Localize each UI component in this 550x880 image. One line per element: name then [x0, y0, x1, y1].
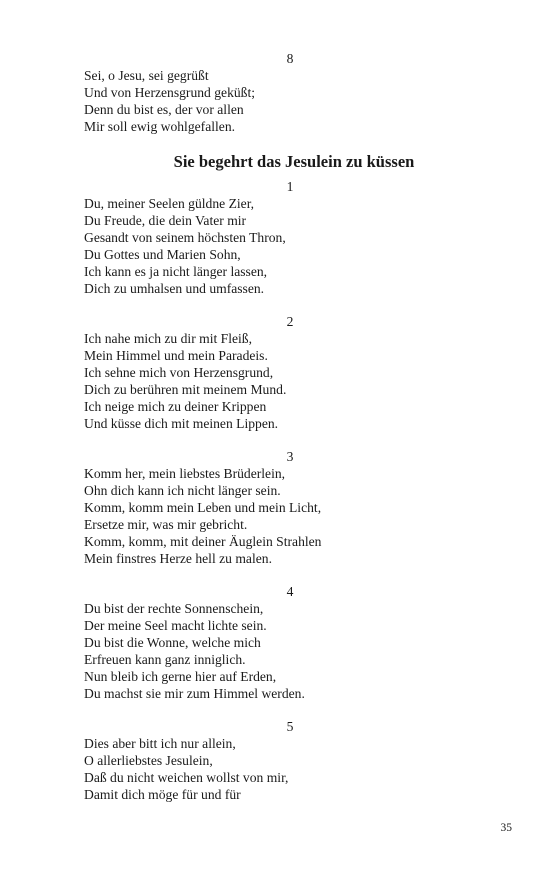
verse-line: Und küsse dich mit meinen Lippen. [84, 416, 279, 431]
verse-line: Dich zu berühren mit meinem Mund. [84, 382, 287, 397]
verse-line: Damit dich möge für und für [84, 787, 241, 802]
verse-line: Sei, o Jesu, sei gegrüßt [84, 68, 209, 83]
verse-line: Nun bleib ich gerne hier auf Erden, [84, 669, 277, 684]
stanza-number: 4 [286, 584, 294, 599]
verse-line: Komm, komm, mit deiner Äuglein Strahlen [84, 534, 322, 549]
verse-line: Gesandt von seinem höchsten Thron, [84, 230, 286, 245]
verse-line: Du Freude, die dein Vater mir [84, 213, 247, 228]
text-column [84, 50, 504, 819]
verse-line: Denn du bist es, der vor allen [84, 102, 244, 117]
stanza-5 [84, 718, 504, 803]
verse-line: Du bist der rechte Sonnenschein, [84, 601, 264, 616]
poem-title: Sie begehrt das Jesulein zu küssen [173, 152, 415, 171]
verse-line: Du machst sie mir zum Himmel werden. [84, 686, 305, 701]
stanza-number: 3 [286, 449, 294, 464]
verse-line: Mein Himmel und mein Paradeis. [84, 348, 268, 363]
verse-line: Du Gottes und Marien Sohn, [84, 247, 241, 262]
verse-line: Ersetze mir, was mir gebricht. [84, 517, 248, 532]
verse-line: Ich kann es ja nicht länger lassen, [84, 264, 268, 279]
verse-line: Komm, komm mein Leben und mein Licht, [84, 500, 322, 515]
stanza-4 [84, 583, 504, 702]
verse-line: Komm her, mein liebstes Brüderlein, [84, 466, 286, 481]
verse-line: Mein finstres Herze hell zu malen. [84, 551, 272, 566]
verse-line: Und von Herzensgrund geküßt; [84, 85, 256, 100]
stanza-3 [84, 448, 504, 567]
verse-line: Dies aber bitt ich nur allein, [84, 736, 236, 751]
verse-line: Ich nahe mich zu dir mit Fleiß, [84, 331, 252, 346]
stanza-number: 5 [286, 719, 294, 734]
verse-line: Erfreuen kann ganz inniglich. [84, 652, 246, 667]
stanza-1 [84, 178, 504, 297]
stanza-8 [84, 50, 504, 135]
verse-line: Daß du nicht weichen wollst von mir, [84, 770, 289, 785]
stanza-2 [84, 313, 504, 432]
verse-line: Ich neige mich zu deiner Krippen [84, 399, 267, 414]
stanza-number: 8 [286, 51, 294, 66]
verse-line: Dich zu umhalsen und umfassen. [84, 281, 265, 296]
verse-line: Ich sehne mich von Herzensgrund, [84, 365, 274, 380]
page-number: 35 [500, 822, 512, 834]
verse-line: Du, meiner Seelen güldne Zier, [84, 196, 255, 211]
verse-line: Ohn dich kann ich nicht länger sein. [84, 483, 281, 498]
verse-line: Mir soll ewig wohlgefallen. [84, 119, 236, 134]
verse-line: Der meine Seel macht lichte sein. [84, 618, 267, 633]
stanza-number: 2 [286, 314, 294, 329]
verse-line: Du bist die Wonne, welche mich [84, 635, 261, 650]
stanza-number: 1 [286, 179, 294, 194]
verse-line: O allerliebstes Jesulein, [84, 753, 213, 768]
